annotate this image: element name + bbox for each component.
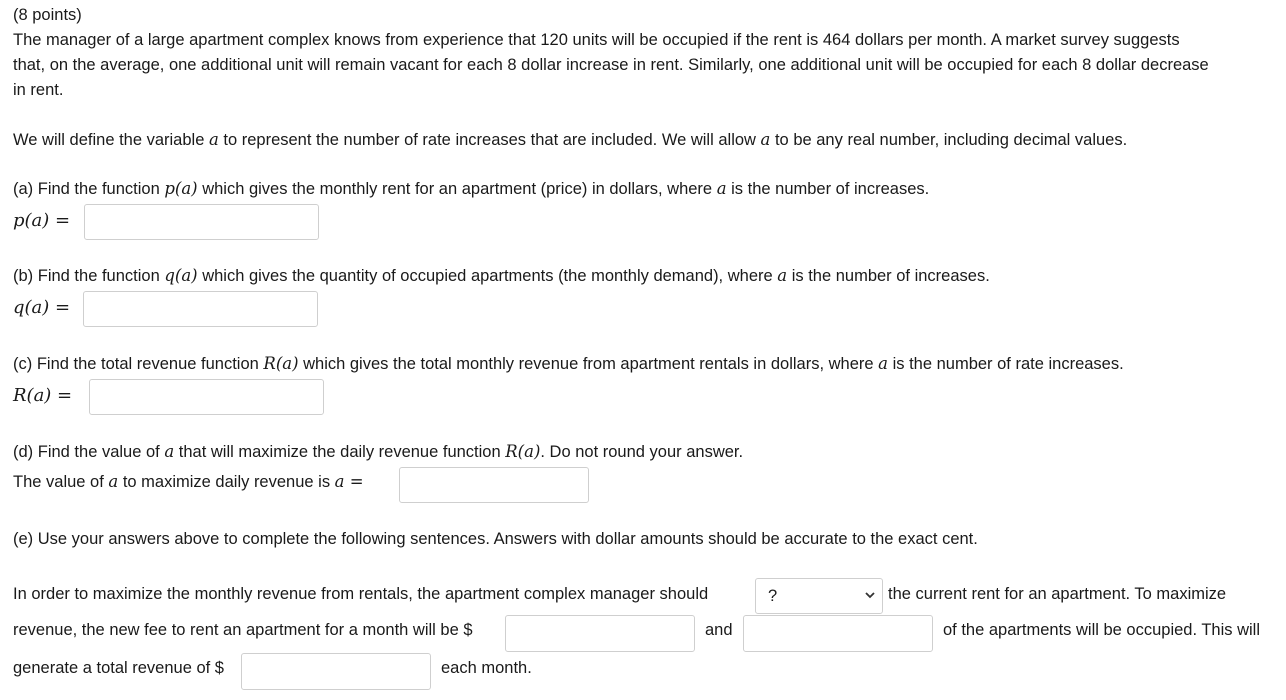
points-label: (8 points)	[13, 6, 82, 24]
p-of-a-label-text: p(a) =	[13, 210, 71, 231]
function-q: q(a)	[164, 266, 198, 285]
part-c-pre: (c) Find the total revenue function	[13, 355, 264, 373]
select-value: ?	[768, 587, 778, 605]
sentence-2-pre: revenue, the new fee to rent an apartment for a month will be $	[13, 621, 473, 639]
variable-a: a	[878, 354, 888, 373]
p-of-a-input[interactable]	[84, 204, 319, 240]
total-revenue-input[interactable]	[241, 653, 431, 690]
problem-text-line-2: that, on the average, one additional unit will remain vacant for each 8 dollar increase in rent. Similarly, one additional unit will be occupied for each 8 dollar decrease	[13, 56, 1209, 74]
part-b-tail: is the number of increases.	[787, 267, 990, 285]
new-fee-input[interactable]	[505, 615, 695, 652]
part-c-tail: is the number of rate increases.	[888, 355, 1124, 373]
variable-a: a	[777, 266, 788, 285]
sentence-2-post: of the apartments will be occupied. This will	[943, 621, 1261, 639]
variable-a: a	[760, 130, 771, 149]
part-a-tail: is the number of increases.	[726, 180, 930, 198]
q-of-a-label	[13, 297, 70, 318]
function-R: R(a)	[263, 354, 299, 373]
increase-decrease-select[interactable]	[755, 578, 883, 614]
and-label: and	[705, 621, 733, 639]
sentence-3-post: each month.	[441, 659, 532, 677]
variable-a: a	[716, 179, 727, 198]
variable-definition	[13, 130, 1127, 150]
variable-a: a	[108, 472, 119, 491]
q-of-a-input[interactable]	[83, 291, 318, 327]
R-of-a-label-text: R(a) =	[13, 385, 73, 406]
q-of-a-label-text: q(a) =	[13, 297, 71, 318]
part-c-post: which gives the total monthly revenue from apartment rentals in dollars, where	[298, 355, 879, 373]
part-d-pre: (d) Find the value of	[13, 443, 165, 461]
variable-a: a	[208, 130, 219, 149]
part-a-question	[13, 179, 929, 199]
part-b-pre: (b) Find the function	[13, 267, 165, 285]
part-a-post: which gives the monthly rent for an apartment (price) in dollars, where	[197, 180, 717, 198]
part-d-post: that will maximize the daily revenue function	[174, 443, 506, 461]
part-c-question	[13, 354, 1124, 374]
sentence-1-pre: In order to maximize the monthly revenue from rentals, the apartment complex manager should	[13, 585, 709, 603]
part-d-question	[13, 442, 743, 462]
part-d-tail: . Do not round your answer.	[540, 443, 744, 461]
part-b-post: which gives the quantity of occupied apartments (the monthly demand), where	[197, 267, 778, 285]
variable-a: a	[164, 442, 175, 461]
p-of-a-label	[13, 210, 70, 231]
part-e-instructions: (e) Use your answers above to complete the following sentences. Answers with dollar amounts should be accurate to the exact cent.	[13, 530, 978, 548]
sentence-1-post: the current rent for an apartment. To maximize	[888, 585, 1227, 603]
variable-definition-mid: to represent the number of rate increases that are included. We will allow	[218, 131, 761, 149]
occupied-units-input[interactable]	[743, 615, 933, 652]
part-d-answer-line	[13, 472, 364, 492]
a-equals-label: a =	[334, 472, 364, 491]
function-R: R(a)	[505, 442, 541, 461]
function-p: p(a)	[164, 179, 198, 198]
max-a-input[interactable]	[399, 467, 589, 503]
sentence-3-pre: generate a total revenue of $	[13, 659, 224, 677]
problem-text-line-3: in rent.	[13, 81, 64, 99]
R-of-a-input[interactable]	[89, 379, 324, 415]
part-d-line2-post: to maximize daily revenue is	[118, 473, 335, 491]
variable-definition-post: to be any real number, including decimal values.	[770, 131, 1128, 149]
part-d-line2-pre: The value of	[13, 473, 109, 491]
part-a-pre: (a) Find the function	[13, 180, 165, 198]
variable-definition-pre: We will define the variable	[13, 131, 209, 149]
part-b-question	[13, 266, 990, 286]
problem-text-line-1: The manager of a large apartment complex knows from experience that 120 units will be occupied if the rent is 464 dollars per month. A market survey suggests	[13, 31, 1180, 49]
R-of-a-label	[13, 385, 72, 406]
